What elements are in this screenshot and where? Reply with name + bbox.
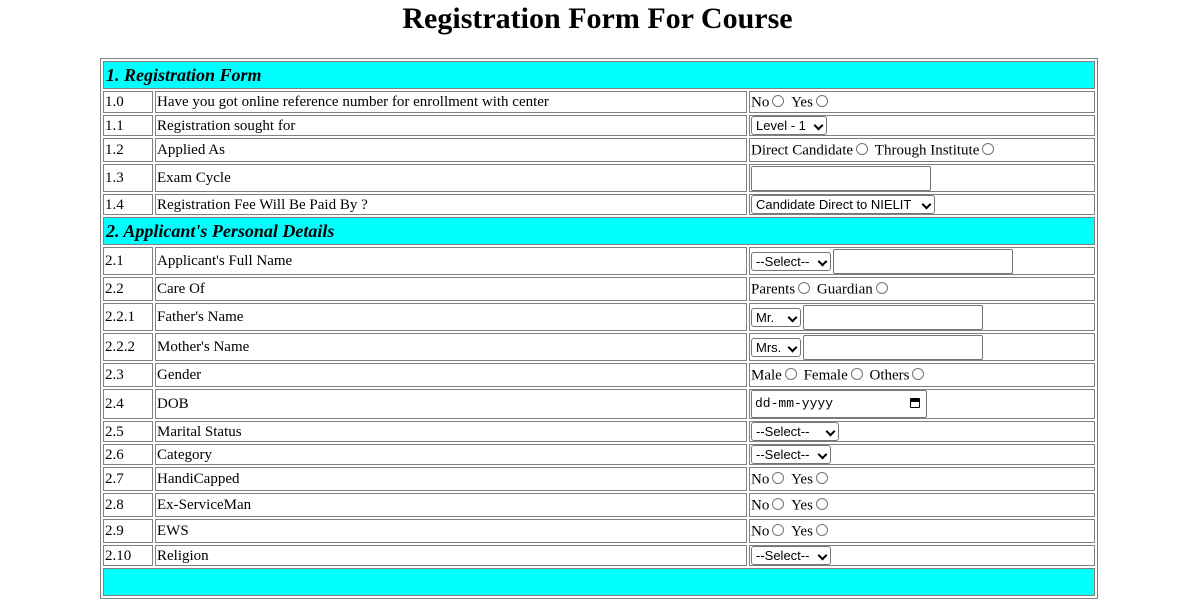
section-header [103, 61, 1095, 89]
radio-label: Yes [791, 471, 813, 488]
row-label: Exam Cycle [155, 164, 747, 192]
row-number: 1.0 [103, 91, 153, 113]
radio-label: Male [751, 367, 782, 384]
care-of-radio-parents[interactable] [798, 282, 810, 294]
radio-label: Guardian [816, 281, 873, 298]
row-label: Mother's Name [155, 333, 747, 361]
form-row [103, 91, 1095, 113]
date-placeholder: dd-mm-yyyy [755, 396, 834, 412]
row-label: Applicant's Full Name [155, 247, 747, 275]
radio-label: Through Institute [874, 142, 980, 159]
form-row [103, 247, 1095, 275]
section-heading: 1. Registration Form [103, 61, 1095, 89]
row-label: Father's Name [155, 303, 747, 331]
row-control-cell [749, 138, 1095, 162]
mother-s-name-select[interactable] [751, 338, 801, 357]
chevron-down-icon [788, 342, 798, 352]
calendar-icon[interactable] [910, 398, 920, 408]
form-row [103, 545, 1095, 566]
row-control-cell [749, 277, 1095, 301]
form-row [103, 138, 1095, 162]
radio-label: Yes [791, 497, 813, 514]
chevron-down-icon [826, 427, 836, 437]
select-value: Candidate Direct to NIELIT [756, 197, 912, 213]
row-control-cell [749, 91, 1095, 113]
form-row [103, 303, 1095, 331]
form-row [103, 493, 1095, 517]
row-number: 2.5 [103, 421, 153, 442]
row-label: Marital Status [155, 421, 747, 442]
category-select[interactable] [751, 445, 831, 464]
row-control-cell [749, 444, 1095, 465]
registration-form-table [100, 58, 1098, 599]
row-label: Registration Fee Will Be Paid By ? [155, 194, 747, 215]
row-control-cell [749, 194, 1095, 215]
row-number: 2.9 [103, 519, 153, 543]
section-heading: 2. Applicant's Personal Details [103, 217, 1095, 245]
gender-radio-male[interactable] [785, 368, 797, 380]
registration-fee-will-be-paid-by-select[interactable] [751, 195, 935, 214]
section-header [103, 217, 1095, 245]
select-value: Level - 1 [756, 118, 806, 134]
select-value: --Select-- [756, 424, 810, 440]
registration-sought-for-select[interactable] [751, 116, 827, 135]
radio-label: Female [803, 367, 848, 384]
page-title: Registration Form For Course [402, 2, 793, 35]
religion-select[interactable] [751, 546, 831, 565]
row-label: Ex-ServiceMan [155, 493, 747, 517]
section-heading [103, 568, 1095, 596]
row-control-cell [749, 493, 1095, 517]
row-control-cell [749, 421, 1095, 442]
row-number: 2.10 [103, 545, 153, 566]
radio-label: No [751, 94, 770, 111]
chevron-down-icon [922, 200, 932, 210]
row-control-cell [749, 467, 1095, 491]
select-value: --Select-- [756, 253, 810, 269]
have-you-got-online-reference-number-for-enrollment-with-center-radio-yes[interactable] [816, 95, 828, 107]
row-label: Gender [155, 363, 747, 387]
applied-as-radio-through-institute[interactable] [982, 143, 994, 155]
row-number: 2.7 [103, 467, 153, 491]
row-number: 2.1 [103, 247, 153, 275]
radio-label: No [751, 471, 770, 488]
row-label: DOB [155, 389, 747, 419]
applied-as-radio-direct-candidate[interactable] [856, 143, 868, 155]
radio-label: Direct Candidate [751, 142, 854, 159]
applicant-s-full-name-input[interactable] [833, 249, 1013, 274]
chevron-down-icon [788, 312, 798, 322]
select-value: Mr. [756, 309, 775, 325]
ex-serviceman-radio-yes[interactable] [816, 498, 828, 510]
row-number: 1.3 [103, 164, 153, 192]
select-value: Mrs. [756, 339, 782, 355]
row-label: HandiCapped [155, 467, 747, 491]
form-row [103, 389, 1095, 419]
chevron-down-icon [818, 551, 828, 561]
applicant-s-full-name-select[interactable] [751, 252, 831, 271]
select-value: --Select-- [756, 548, 810, 564]
form-row [103, 115, 1095, 136]
mother-s-name-input[interactable] [803, 335, 983, 360]
gender-radio-others[interactable] [912, 368, 924, 380]
row-control-cell [749, 545, 1095, 566]
row-label: Religion [155, 545, 747, 566]
row-control-cell [749, 363, 1095, 387]
row-label: Registration sought for [155, 115, 747, 136]
row-number: 2.2 [103, 277, 153, 301]
row-label: EWS [155, 519, 747, 543]
chevron-down-icon [818, 450, 828, 460]
father-s-name-input[interactable] [803, 305, 983, 330]
row-number: 1.2 [103, 138, 153, 162]
exam-cycle-input[interactable] [751, 166, 931, 191]
radio-label: Yes [791, 523, 813, 540]
row-control-cell [749, 115, 1095, 136]
form-row [103, 444, 1095, 465]
dob-date-input[interactable] [751, 390, 927, 418]
chevron-down-icon [818, 256, 828, 266]
row-label: Category [155, 444, 747, 465]
have-you-got-online-reference-number-for-enrollment-with-center-radio-no[interactable] [772, 95, 784, 107]
form-row [103, 333, 1095, 361]
row-label: Care Of [155, 277, 747, 301]
radio-label: No [751, 497, 770, 514]
radio-label: No [751, 523, 770, 540]
row-label: Applied As [155, 138, 747, 162]
row-number: 1.4 [103, 194, 153, 215]
radio-label: Parents [751, 281, 796, 298]
row-number: 2.3 [103, 363, 153, 387]
section-header [103, 568, 1095, 596]
ews-radio-no[interactable] [772, 524, 784, 536]
form-row [103, 164, 1095, 192]
row-control-cell [749, 164, 1095, 192]
handicapped-radio-no[interactable] [772, 472, 784, 484]
father-s-name-select[interactable] [751, 308, 801, 327]
row-number: 1.1 [103, 115, 153, 136]
radio-label: Yes [791, 94, 813, 111]
ex-serviceman-radio-no[interactable] [772, 498, 784, 510]
handicapped-radio-yes[interactable] [816, 472, 828, 484]
select-value: --Select-- [756, 447, 810, 463]
form-row [103, 467, 1095, 491]
form-row [103, 421, 1095, 442]
gender-radio-female[interactable] [851, 368, 863, 380]
row-number: 2.4 [103, 389, 153, 419]
form-row [103, 277, 1095, 301]
ews-radio-yes[interactable] [816, 524, 828, 536]
form-row [103, 194, 1095, 215]
radio-label: Others [869, 367, 910, 384]
row-control-cell [749, 303, 1095, 331]
row-label: Have you got online reference number for enrollment with center [155, 91, 747, 113]
row-control-cell [749, 333, 1095, 361]
form-row [103, 519, 1095, 543]
marital-status-select[interactable] [751, 422, 839, 441]
row-number: 2.6 [103, 444, 153, 465]
row-number: 2.8 [103, 493, 153, 517]
row-control-cell [749, 247, 1095, 275]
chevron-down-icon [814, 121, 824, 131]
form-row [103, 363, 1095, 387]
row-control-cell [749, 519, 1095, 543]
care-of-radio-guardian[interactable] [876, 282, 888, 294]
row-control-cell [749, 389, 1095, 419]
row-number: 2.2.2 [103, 333, 153, 361]
row-number: 2.2.1 [103, 303, 153, 331]
